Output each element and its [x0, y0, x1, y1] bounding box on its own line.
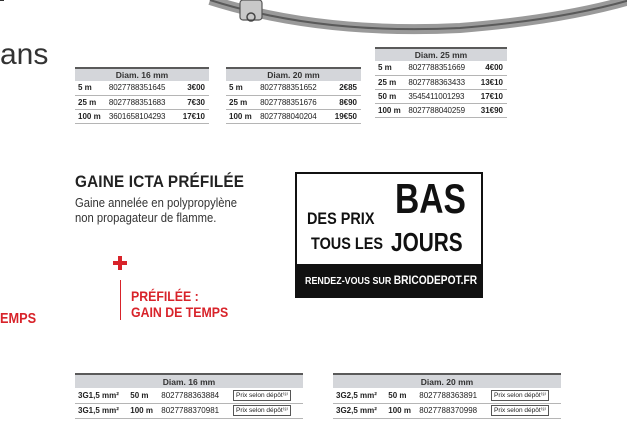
banner-footer: [297, 264, 481, 296]
price-note-cell: [489, 403, 561, 418]
length-cell: 25 m: [226, 95, 258, 109]
section-cell: 3G2,5 mm²: [333, 403, 386, 418]
price-note-badge: Prix selon dépôt⁽³⁾: [491, 390, 549, 401]
cropped-divider: [0, 0, 4, 1]
banner-bas: BAS: [395, 175, 466, 222]
ref-cell: 8027788040259: [406, 103, 475, 117]
length-cell: 100 m: [128, 403, 159, 418]
low-prices-banner: [295, 172, 483, 298]
length-cell: 25 m: [375, 75, 406, 89]
banner-jours: JOURS: [391, 227, 463, 257]
site-link[interactable]: BRICODEPOT.FR: [393, 273, 478, 287]
length-cell: 5 m: [226, 81, 258, 95]
length-cell: 100 m: [226, 109, 258, 123]
promo-text: [131, 288, 228, 320]
table-row: [75, 403, 303, 418]
price-note-cell: [231, 388, 303, 403]
table-header: Diam. 16 mm: [75, 374, 303, 388]
table-header: Diam. 20 mm: [226, 68, 361, 81]
banner-slogan: [299, 176, 479, 266]
ref-cell: 3545411001293: [406, 89, 475, 103]
length-cell: 50 m: [128, 388, 159, 403]
table-row: [375, 89, 507, 103]
table-row: [75, 95, 209, 109]
cropped-heading-left: ans: [0, 38, 49, 71]
price-note-badge: Prix selon dépôt⁽³⁾: [233, 405, 291, 416]
cable-table-diam-16: [75, 373, 303, 419]
promo-line: GAIN DE TEMPS: [131, 304, 229, 320]
length-cell: 5 m: [75, 81, 107, 95]
ref-cell: 8027788351676: [258, 95, 328, 109]
price-note-badge: Prix selon dépôt⁽³⁾: [491, 405, 549, 416]
price-cell: 31€90: [475, 103, 507, 117]
ref-cell: 8027788351652: [258, 81, 328, 95]
ref-cell: 8027788363433: [406, 75, 475, 89]
visit-prefix: RENDEZ-VOUS SUR: [305, 275, 392, 287]
length-cell: 50 m: [386, 388, 417, 403]
table-header: Diam. 16 mm: [75, 68, 209, 81]
cable-table-diam-20: [333, 373, 561, 419]
length-cell: 100 m: [75, 109, 107, 123]
table-row: [226, 109, 361, 123]
table-row: [75, 388, 303, 403]
length-cell: 5 m: [375, 61, 406, 75]
table-row: [375, 61, 507, 75]
table-row: [375, 103, 507, 117]
section-cell: 3G2,5 mm²: [333, 388, 386, 403]
price-note-cell: [489, 388, 561, 403]
promo-line: PRÉFILÉE :: [131, 288, 199, 304]
product-description: [75, 196, 309, 226]
table-row: [333, 403, 561, 418]
length-cell: 25 m: [75, 95, 107, 109]
description-line: non propagateur de flamme.: [75, 211, 217, 225]
length-cell: 50 m: [375, 89, 406, 103]
table-header: Diam. 25 mm: [375, 48, 507, 61]
ref-cell: 8027788351683: [107, 95, 177, 109]
table-row: [333, 388, 561, 403]
length-cell: 100 m: [386, 403, 417, 418]
ref-cell: 3601658104293: [107, 109, 177, 123]
price-table-diam-20: [226, 67, 361, 124]
price-note-badge: Prix selon dépôt⁽³⁾: [233, 390, 291, 401]
price-cell: 8€90: [328, 95, 361, 109]
price-cell: 17€10: [475, 89, 507, 103]
product-photo: [200, 0, 627, 40]
description-line: Gaine annelée en polypropylène: [75, 196, 237, 210]
price-cell: 13€10: [475, 75, 507, 89]
plus-icon: [113, 256, 127, 270]
section-cell: 3G1,5 mm²: [75, 388, 128, 403]
table-row: [375, 75, 507, 89]
ref-cell: 8027788370981: [159, 403, 231, 418]
table-row: [226, 95, 361, 109]
price-cell: 3€00: [176, 81, 209, 95]
table-row: [226, 81, 361, 95]
price-cell: 4€00: [475, 61, 507, 75]
promo-accent-bar: [120, 280, 121, 320]
price-cell: 17€10: [176, 109, 209, 123]
cropped-promo-left: EMPS: [0, 310, 37, 327]
ref-cell: 8027788351669: [406, 61, 475, 75]
banner-des-prix: DES PRIX: [307, 209, 375, 228]
price-table-diam-25: [375, 47, 507, 118]
length-cell: 100 m: [375, 103, 406, 117]
price-cell: 7€30: [176, 95, 209, 109]
section-cell: 3G1,5 mm²: [75, 403, 128, 418]
table-row: [75, 109, 209, 123]
ref-cell: 8027788363884: [159, 388, 231, 403]
ref-cell: 8027788351645: [107, 81, 177, 95]
banner-tous-les: TOUS LES: [311, 234, 383, 253]
table-header: Diam. 20 mm: [333, 374, 561, 388]
ref-cell: 8027788363891: [417, 388, 489, 403]
price-cell: 2€85: [328, 81, 361, 95]
ref-cell: 8027788370998: [417, 403, 489, 418]
price-cell: 19€50: [328, 109, 361, 123]
product-title: GAINE ICTA PRÉFILÉE: [75, 172, 245, 191]
ref-cell: 8027788040204: [258, 109, 328, 123]
price-table-diam-16: [75, 67, 209, 124]
table-row: [75, 81, 209, 95]
price-note-cell: [231, 403, 303, 418]
banner-visit-text: [305, 273, 477, 287]
